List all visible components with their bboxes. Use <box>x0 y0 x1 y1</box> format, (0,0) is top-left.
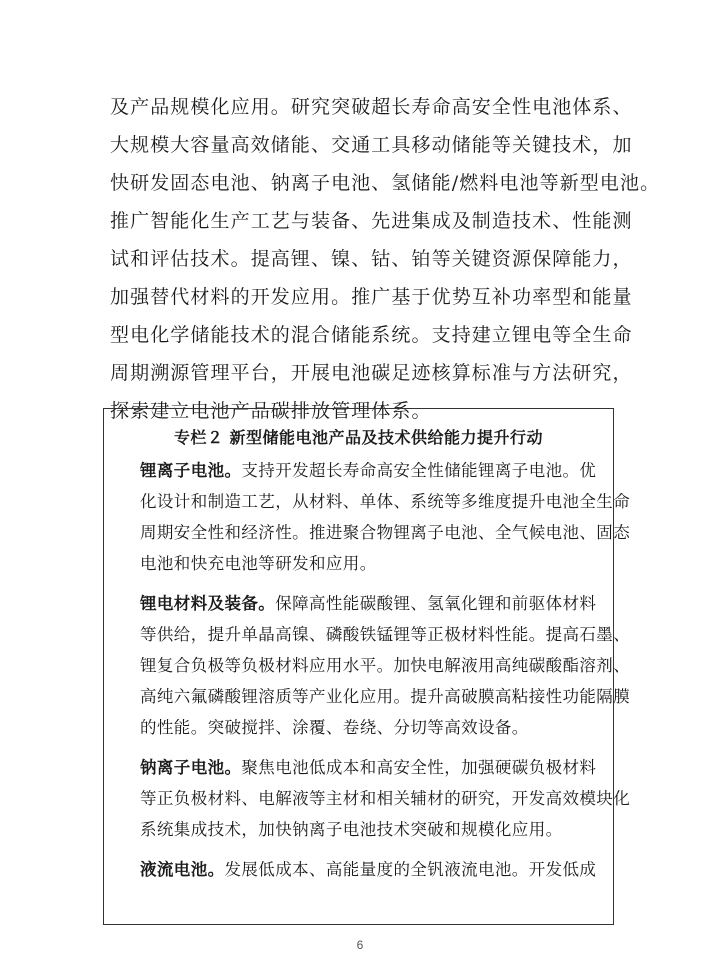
paragraph-line: 推广智能化生产工艺与装备、先进集成及制造技术、性能测 <box>110 210 633 232</box>
section-first-line <box>140 588 610 619</box>
section-first-line <box>140 854 610 885</box>
section-text: 支持开发超长寿命高安全性储能锂离子电池。优 <box>241 461 597 480</box>
section-heading-sodium-ion: 钠离子电池。 <box>140 758 242 777</box>
section-first-line <box>140 455 610 486</box>
section-line: 高纯六氟磷酸锂溶质等产业化应用。提升高破膜高粘接性功能隔膜 <box>140 687 631 706</box>
section-text: 聚焦电池低成本和高安全性，加强硬碳负极材料 <box>241 758 597 777</box>
page-number: 6 <box>356 938 364 952</box>
paragraph-line: 快研发固态电池、钠离子电池、氢储能/燃料电池等新型电池。 <box>110 172 661 194</box>
intro-paragraph <box>110 88 661 430</box>
box-title: 专栏２ 新型储能电池产品及技术供给能力提升行动 <box>173 428 544 447</box>
paragraph-line: 大规模大容量高效储能、交通工具移动储能等关键技术，加 <box>110 134 633 156</box>
paragraph-line: 试和评估技术。提高锂、镍、钴、铂等关键资源保障能力， <box>110 248 633 270</box>
section-heading-lithium-ion: 锂离子电池。 <box>140 461 242 480</box>
section-line: 锂复合负极等负极材料应用水平。加快电解液用高纯碳酸酯溶剂、 <box>140 656 631 675</box>
section-text: 保障高性能碳酸锂、氢氧化锂和前驱体材料 <box>275 594 597 613</box>
box-body <box>140 455 631 885</box>
paragraph-line: 加强替代材料的开发应用。推广基于优势互补功率型和能量 <box>110 286 633 308</box>
section-first-line <box>140 752 610 783</box>
section-line: 周期安全性和经济性。推进聚合物锂离子电池、全气候电池、固态 <box>140 523 631 542</box>
section-line: 化设计和制造工艺，从材料、单体、系统等多维度提升电池全生命 <box>140 492 631 511</box>
section-text: 发展低成本、高能量度的全钒液流电池。开发低成 <box>224 860 597 879</box>
special-column-box <box>103 408 631 925</box>
section-line: 的性能。突破搅拌、涂覆、卷绕、分切等高效设备。 <box>140 718 529 737</box>
paragraph-line: 周期溯源管理平台，开展电池碳足迹核算标准与方法研究， <box>110 362 633 384</box>
section-gap <box>140 743 610 752</box>
paragraph-line: 及产品规模化应用。研究突破超长寿命高安全性电池体系、 <box>110 96 633 118</box>
section-gap <box>140 845 610 854</box>
section-heading-lithium-materials: 锂电材料及装备。 <box>140 594 276 613</box>
paragraph-line: 型电化学储能技术的混合储能系统。支持建立锂电等全生命 <box>110 324 633 346</box>
section-heading-flow-battery: 液流电池。 <box>140 860 225 879</box>
section-line: 系统集成技术，加快钠离子电池技术突破和规模化应用。 <box>140 820 563 839</box>
section-line: 等供给，提升单晶高镍、磷酸铁锰锂等正极材料性能。提高石墨、 <box>140 625 631 644</box>
section-line: 等正负极材料、电解液等主材和相关辅材的研究，开发高效模块化 <box>140 789 631 808</box>
paragraph-line: 探索建立电池产品碳排放管理体系。 <box>110 400 432 422</box>
section-line: 电池和快充电池等研发和应用。 <box>140 554 377 573</box>
section-gap <box>140 579 610 588</box>
